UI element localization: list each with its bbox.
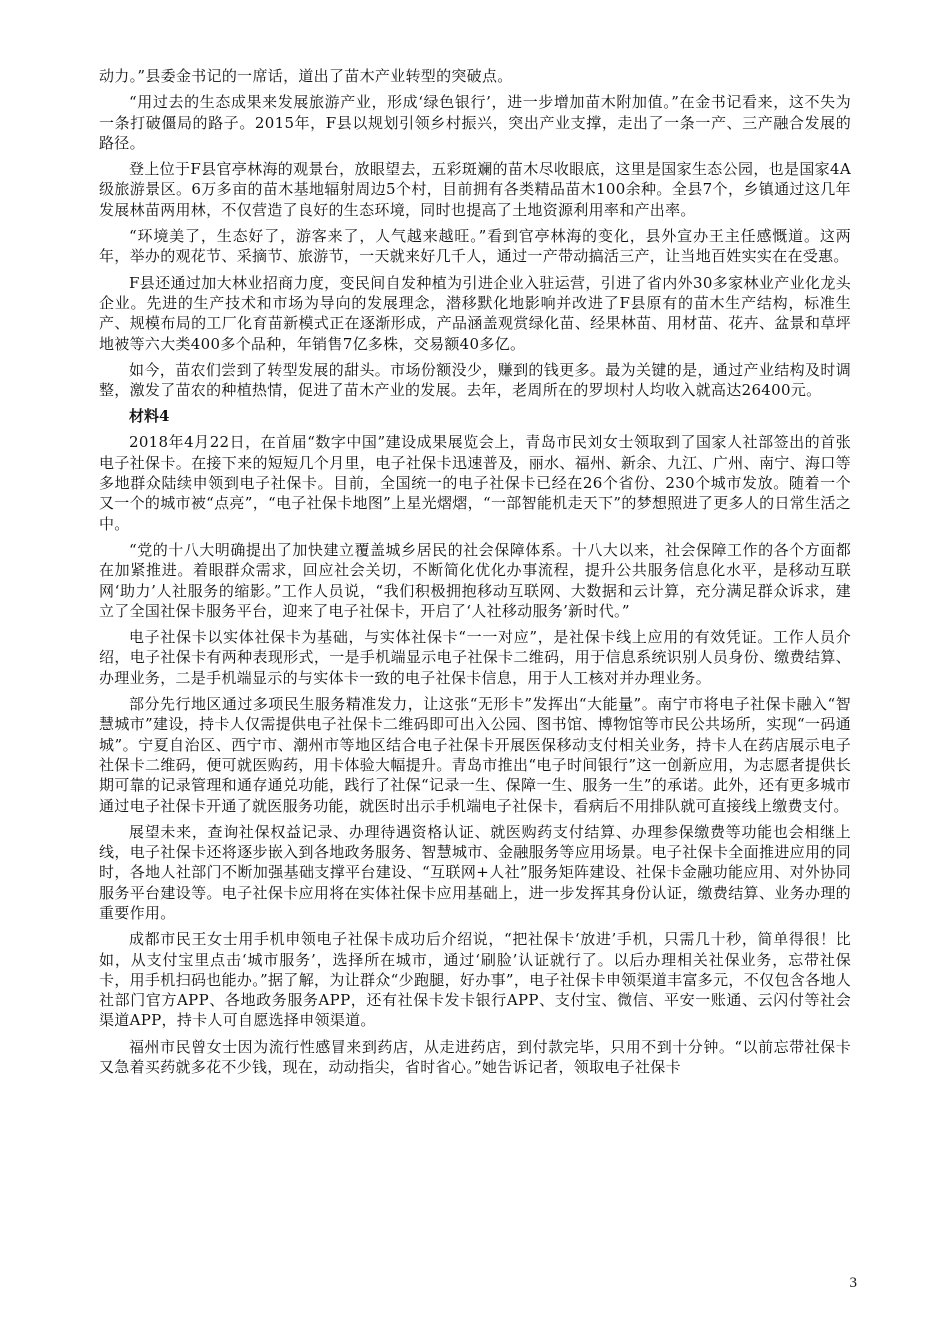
section-heading: 材料4 bbox=[129, 407, 170, 426]
paragraph: 电子社保卡以实体社保卡为基础，与实体社保卡“一一对应”，是社保卡线上应用的有效凭证。工作人员介绍，电子社保卡有两种表现形式，一是手机端显示电子社保卡二维码，用于信息系统识别人员身份、缴费结算、办理业务，二是手机端显示的与实体卡一致的电子社保卡信息，用于人工核对并办理业务。 bbox=[99, 628, 851, 687]
paragraph: 动力。”县委金书记的一席话，道出了苗木产业转型的突破点。 bbox=[99, 67, 513, 85]
paragraph: “环境美了，生态好了，游客来了，人气越来越旺。”看到官亭林海的变化，县外宣办王主任感慨道。这两年，举办的观花节、采摘节、旅游节，一天就来好几千人，通过一产带动搞活三产，让当地百姓实实在在受惠。 bbox=[99, 227, 851, 266]
paragraph: “用过去的生态成果来发展旅游产业，形成‘绿色银行’，进一步增加苗木附加值。”在金书记看来，这不失为一条打破僵局的路子。2015年，F县以规划引领乡村振兴，突出产业支撑，走出了一条一产、三产融合发展的路径。 bbox=[99, 93, 851, 152]
paragraph: 登上位于F县官亭林海的观景台，放眼望去，五彩斑斓的苗木尽收眼底，这里是国家生态公园，也是国家4A级旅游景区。6万多亩的苗木基地辐射周边5个村，目前拥有各类精品苗木100余种。全县7个，乡镇通过这几年发展林苗两用林，不仅营造了良好的生态环境，同时也提高了土地资源利用率和产出率。 bbox=[99, 160, 851, 219]
paragraph: 2018年4月22日，在首届“数字中国”建设成果展览会上，青岛市民刘女士领取到了国家人社部签出的首张电子社保卡。在接下来的短短几个月里，电子社保卡迅速普及，丽水、福州、新余、九江、广州、南宁、海口等多地群众陆续申领到电子社保卡。目前，全国统一的电子社保卡已经在26个省份、230个城市发放。随着一个又一个的城市被“点亮”，“电子社保卡地图”上星光熠熠，“一部智能机走天下”的梦想照进了更多人的日常生活之中。 bbox=[99, 433, 851, 533]
page-number: 3 bbox=[849, 1275, 857, 1291]
paragraph: “党的十八大明确提出了加快建立覆盖城乡居民的社会保障体系。十八大以来，社会保障工作的各个方面都在加紧推进。着眼群众需求，回应社会关切，不断简化优化办事流程，提升公共服务信息化水平，是移动互联网‘助力’人社服务的缩影。”工作人员说，“我们积极拥抱移动互联网、大数据和云计算，充分满足群众诉求，建立了全国社保卡服务平台，迎来了电子社保卡，开启了‘人社移动服务’新时代。” bbox=[99, 540, 851, 620]
document-page bbox=[99, 66, 851, 1083]
paragraph: 成都市民王女士用手机申领电子社保卡成功后介绍说，“把社保卡‘放进’手机，只需几十秒，简单得很！比如，从支付宝里点击‘城市服务’，选择所在城市，通过‘刷脸’认证就行了。以后办理相关社保业务，忘带社保卡，用手机扫码也能办。”据了解，为让群众“少跑腿，好办事”，电子社保卡申领渠道丰富多元，不仅包含各地人社部门官方APP、各地政务服务APP，还有社保卡发卡银行APP、支付宝、微信、平安一账通、云闪付等社会渠道APP，持卡人可自愿选择申领渠道。 bbox=[99, 930, 851, 1030]
paragraph: 部分先行地区通过多项民生服务精准发力，让这张“无形卡”发挥出“大能量”。南宁市将电子社保卡融入“智慧城市”建设，持卡人仅需提供电子社保卡二维码即可出入公园、图书馆、博物馆等市民公共场所，实现“一码通城”。宁夏自治区、西宁市、潮州市等地区结合电子社保卡开展医保移动支付相关业务，持卡人在药店展示电子社保卡二维码，便可就医购药，用卡体验大幅提升。青岛市推出“电子时间银行”这一创新应用，为志愿者提供长期可靠的记录管理和通存通兑功能，践行了社保“记录一生、保障一生、服务一生”的承诺。此外，还有更多城市通过电子社保卡开通了就医服务功能，就医时出示手机端电子社保卡，看病后不用排队就可直接线上缴费支付。 bbox=[99, 695, 851, 815]
paragraph: 福州市民曾女士因为流行性感冒来到药店，从走进药店，到付款完毕，只用不到十分钟。“以前忘带社保卡又急着买药就多花不少钱，现在，动动指尖，省时省心。”她告诉记者，领取电子社保卡 bbox=[99, 1037, 851, 1077]
paragraph: F县还通过加大林业招商力度，变民间自发种植为引进企业入驻运营，引进了省内外30多家林业产业化龙头企业。先进的生产技术和市场为导向的发展理念，潜移默化地影响并改进了F县原有的苗木生产结构，标准生产、规模布局的工厂化育苗新模式正在逐渐形成，产品涵盖观赏绿化苗、经果林苗、用材苗、花卉、盆景和草坪地被等六大类400多个品种，年销售7亿多株，交易额40多亿。 bbox=[99, 273, 851, 353]
paragraph: 如今，苗农们尝到了转型发展的甜头。市场份额没少，赚到的钱更多。最为关键的是，通过产业结构及时调整，激发了苗农的种植热情，促进了苗木产业的发展。去年，老周所在的罗坝村人均收入就高达26400元。 bbox=[99, 360, 851, 400]
paragraph: 展望未来，查询社保权益记录、办理待遇资格认证、就医购药支付结算、办理参保缴费等功能也会相继上线，电子社保卡还将逐步嵌入到各地政务服务、智慧城市、金融服务等应用场景。电子社保卡全面推进应用的同时，各地人社部门不断加强基础支撑平台建设、“互联网+人社”服务矩阵建设、社保卡金融功能应用、对外协同服务平台建设等。电子社保卡应用将在实体社保卡应用基础上，进一步发挥其身份认证，缴费结算、业务办理的重要作用。 bbox=[99, 822, 851, 922]
